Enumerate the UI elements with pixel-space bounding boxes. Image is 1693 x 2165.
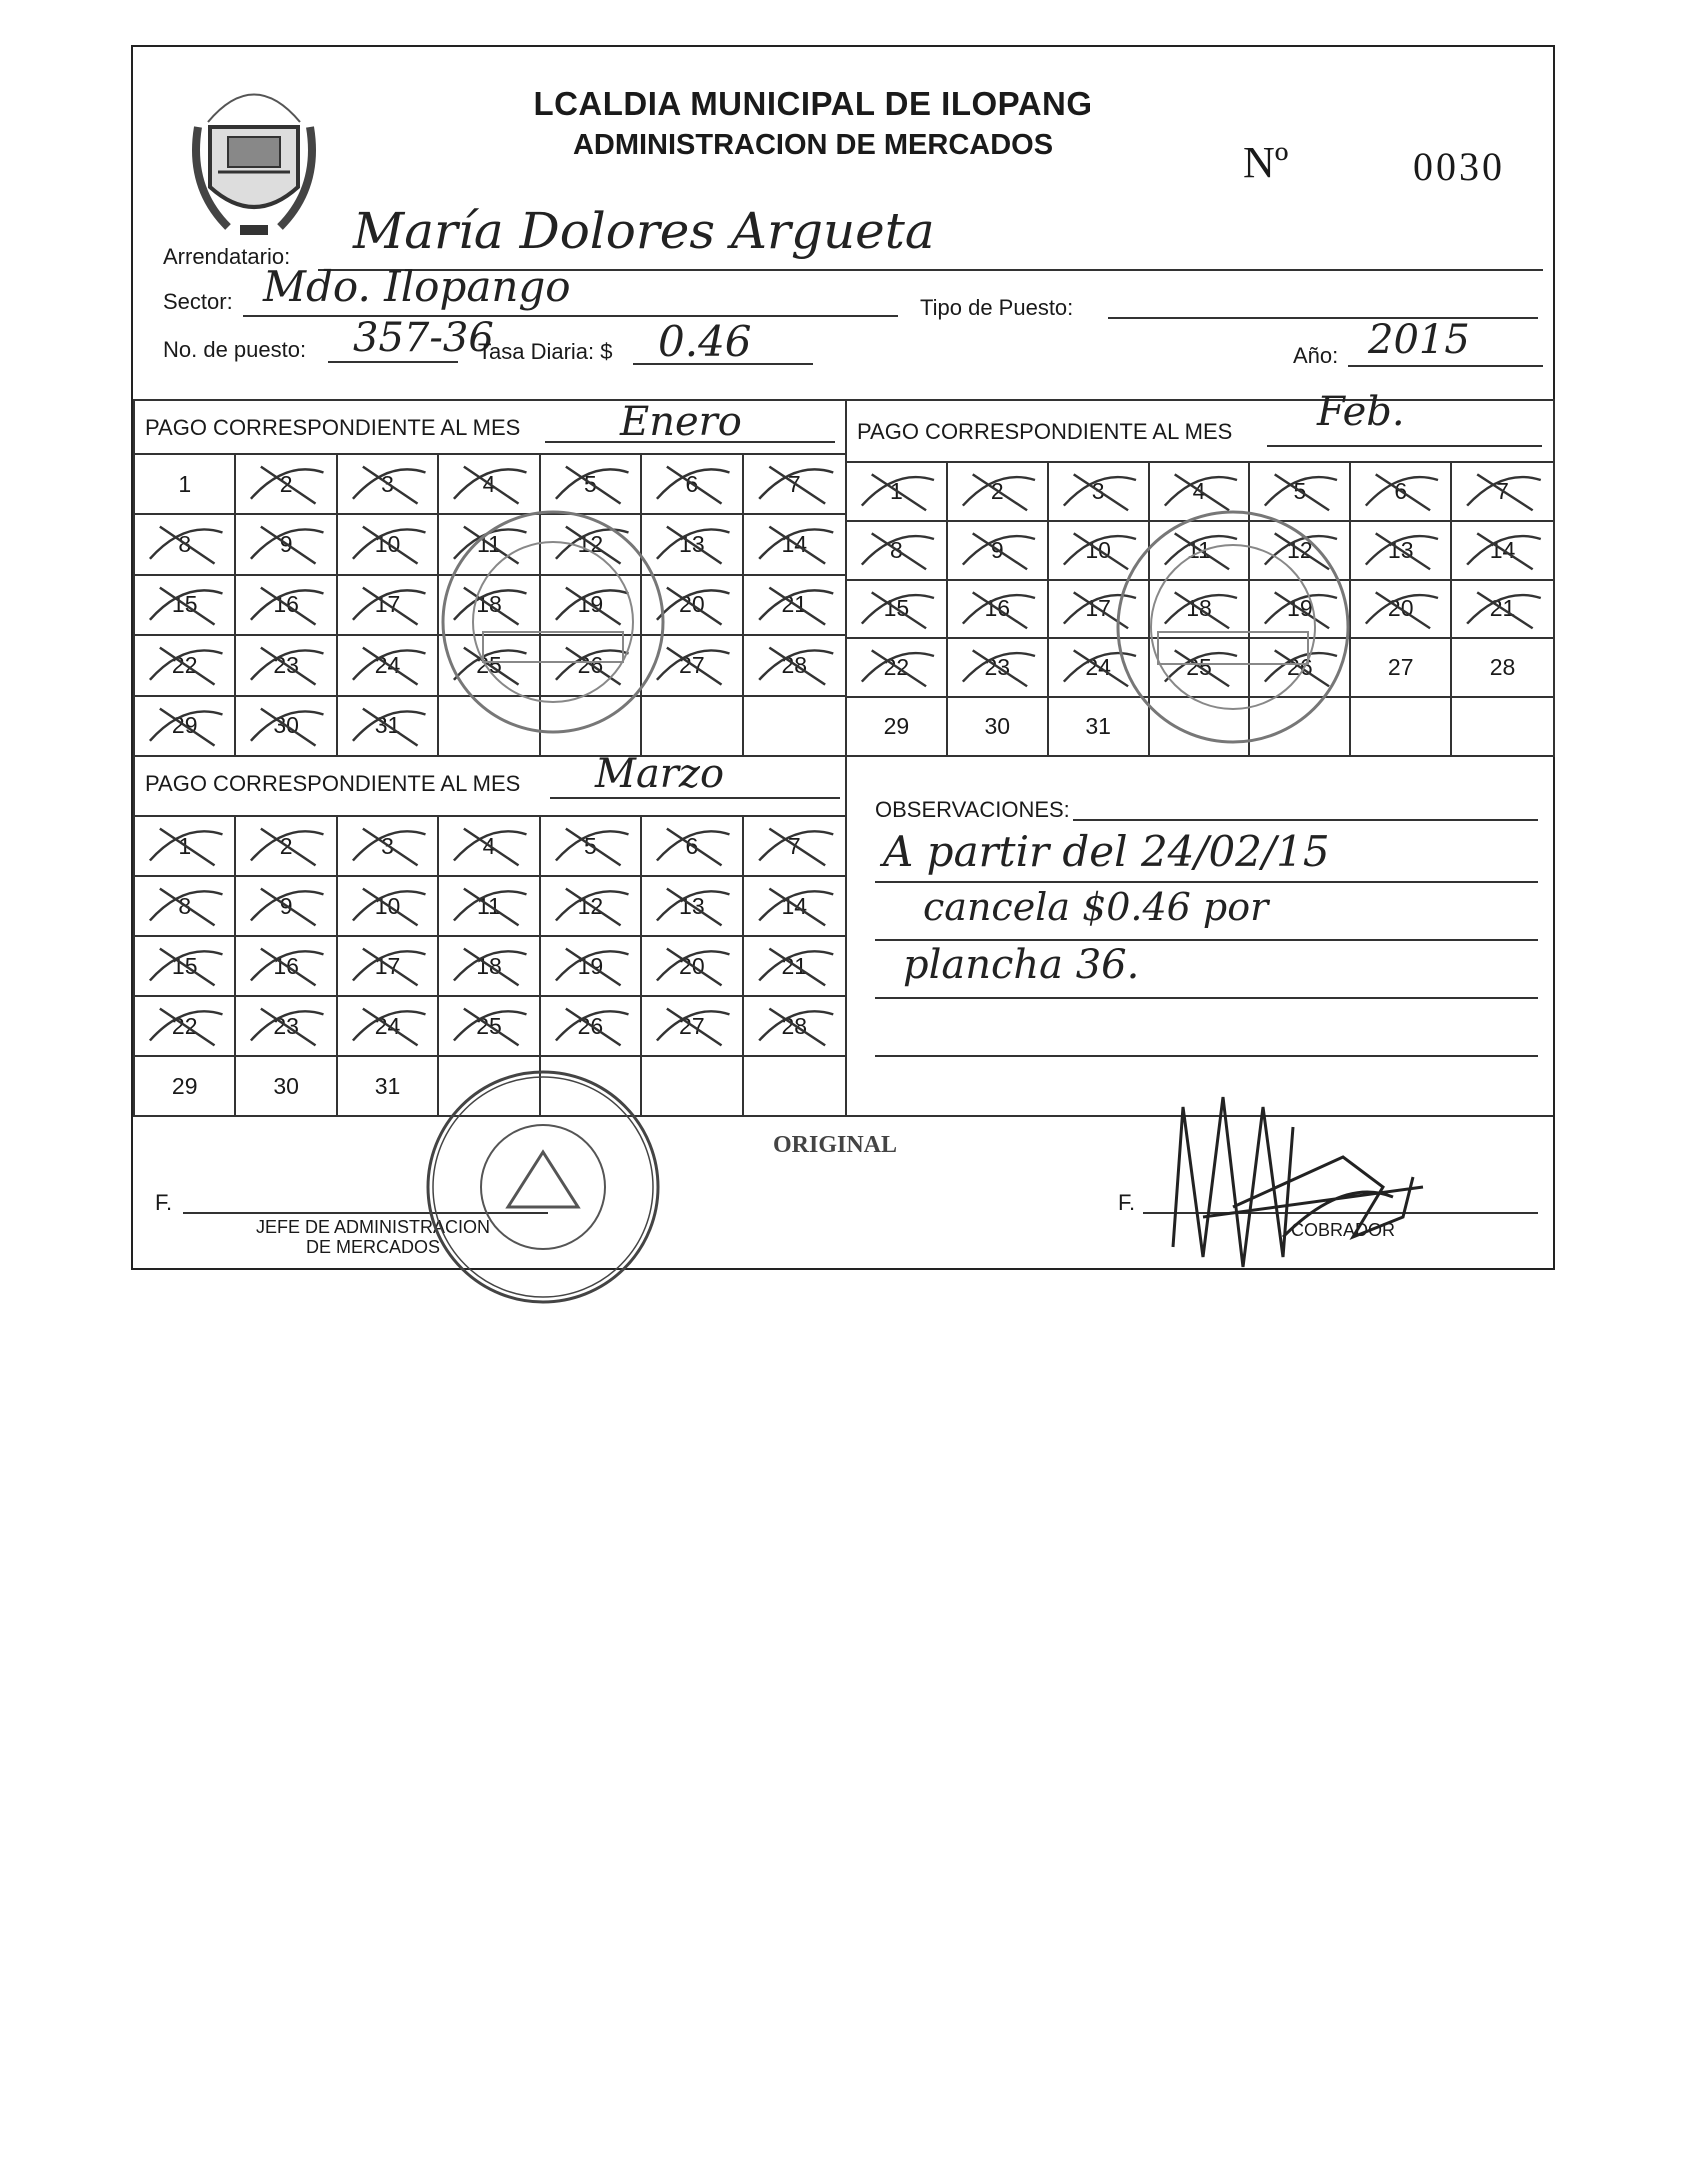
payment-check-mark-icon [948, 581, 1047, 638]
tipo-puesto-field[interactable] [1108, 317, 1538, 319]
payment-check-mark-icon [744, 636, 845, 694]
day-number: 21 [781, 591, 808, 618]
payment-check-mark-icon [744, 937, 845, 995]
empty-day-cell [1351, 698, 1452, 757]
day-number: 2 [990, 477, 1004, 504]
day-number: 14 [781, 531, 808, 558]
day-number: 11 [477, 892, 501, 919]
day-number: 13 [679, 531, 705, 558]
day-cell [135, 576, 236, 636]
days-grid [135, 815, 845, 1117]
cobrador-title: COBRADOR [1290, 1220, 1395, 1240]
sector-field[interactable]: Mdo. Ilopango [263, 262, 571, 311]
payment-check-mark-icon [744, 515, 845, 573]
day-number: 5 [584, 832, 597, 859]
payment-check-mark-icon [744, 455, 845, 513]
payment-check-mark-icon [338, 997, 437, 1055]
day-cell [439, 937, 540, 997]
payment-check-mark-icon [642, 937, 741, 995]
tasa-label: Tasa Diaria: $ [478, 339, 613, 364]
day-cell [1452, 522, 1553, 581]
sector-line [243, 315, 898, 317]
day-cell [236, 817, 337, 877]
day-number: 24 [374, 1012, 401, 1039]
day-number: 10 [374, 892, 401, 919]
day-cell [847, 639, 948, 698]
month-value[interactable]: Enero [620, 399, 742, 445]
payment-check-mark-icon [1351, 522, 1450, 579]
payment-check-mark-icon [236, 576, 335, 634]
anio-label: Año: [1293, 343, 1339, 368]
payment-check-mark-icon [541, 455, 640, 513]
administrator-seal-icon [423, 1067, 663, 1307]
day-number: 24 [1085, 654, 1111, 681]
day-number: 28 [781, 1012, 808, 1039]
payment-check-mark-icon [541, 997, 640, 1055]
payment-check-mark-icon [135, 877, 234, 935]
obs-line-0 [1073, 819, 1538, 821]
day-number: 29 [171, 712, 198, 739]
day-number: 20 [679, 952, 705, 979]
day-cell [642, 937, 743, 997]
payment-check-mark-icon [439, 997, 538, 1055]
jefe-title-line1: JEFE DE ADMINISTRACION [255, 1217, 491, 1237]
payment-check-mark-icon [236, 455, 335, 513]
day-number: 30 [273, 712, 299, 739]
day-cell [847, 581, 948, 640]
month-header-label: PAGO CORRESPONDIENTE AL MES [145, 771, 521, 796]
day-cell [236, 455, 337, 515]
anio-field[interactable]: 2015 [1368, 317, 1470, 363]
day-number: 1 [890, 477, 903, 504]
day-cell [135, 877, 236, 937]
payment-check-mark-icon [236, 817, 335, 875]
day-number: 20 [679, 591, 705, 618]
payment-check-mark-icon [1351, 463, 1450, 520]
day-number: 23 [273, 651, 299, 678]
day-cell [135, 1057, 236, 1117]
day-number: 5 [584, 470, 597, 497]
day-number: 11 [1187, 536, 1211, 563]
payment-check-mark-icon [541, 937, 640, 995]
day-number: 20 [1387, 595, 1414, 622]
day-number: 16 [984, 595, 1011, 622]
payment-check-mark-icon [236, 877, 335, 935]
day-cell [135, 636, 236, 696]
day-cell [135, 937, 236, 997]
day-cell [1452, 639, 1553, 698]
day-number: 12 [577, 892, 604, 919]
day-cell [847, 698, 948, 757]
day-cell [338, 877, 439, 937]
day-number: 8 [178, 892, 192, 919]
day-number: 8 [178, 531, 192, 558]
day-number: 13 [1387, 536, 1414, 563]
tasa-field[interactable]: 0.46 [658, 317, 752, 366]
day-number: 24 [374, 651, 401, 678]
month-value-line [1267, 445, 1542, 447]
payment-check-mark-icon [541, 817, 640, 875]
day-cell [1049, 463, 1150, 522]
day-number: 15 [171, 591, 198, 618]
observaciones-text-3[interactable]: plancha 36. [903, 942, 1140, 988]
day-number: 25 [476, 1012, 502, 1039]
document-number: 0030 [1413, 144, 1505, 189]
day-cell [236, 636, 337, 696]
jefe-title-line2: DE MERCADOS [305, 1237, 440, 1257]
payment-check-mark-icon [642, 877, 741, 935]
no-puesto-field[interactable]: 357-36 [353, 315, 494, 361]
day-cell [439, 997, 540, 1057]
day-number: 22 [171, 1012, 198, 1039]
arrendatario-field[interactable]: María Dolores Argueta [353, 202, 935, 260]
payment-check-mark-icon [642, 817, 741, 875]
day-cell [744, 515, 845, 575]
sector-label: Sector: [163, 289, 233, 314]
day-cell [642, 817, 743, 877]
day-cell [439, 455, 540, 515]
day-number: 31 [374, 712, 401, 739]
payment-check-mark-icon [338, 576, 437, 634]
day-number: 25 [1186, 654, 1212, 681]
cancelado-stamp-feb-icon [1113, 507, 1353, 747]
payment-check-mark-icon [439, 817, 538, 875]
day-number: 23 [273, 1012, 299, 1039]
payment-check-mark-icon [236, 697, 335, 755]
day-cell [541, 877, 642, 937]
payment-check-mark-icon [744, 576, 845, 634]
market-payment-card [131, 45, 1555, 1270]
day-number: 29 [171, 1072, 198, 1099]
day-number: 9 [990, 536, 1004, 563]
observaciones-label: OBSERVACIONES: [875, 797, 1070, 822]
day-cell [338, 937, 439, 997]
payment-check-mark-icon [439, 455, 538, 513]
month-header-label: PAGO CORRESPONDIENTE AL MES [857, 419, 1233, 444]
day-cell [948, 522, 1049, 581]
day-cell [948, 581, 1049, 640]
payment-check-mark-icon [847, 581, 946, 638]
day-cell [744, 997, 845, 1057]
day-number: 13 [679, 892, 705, 919]
payment-check-mark-icon [642, 997, 741, 1055]
day-number: 3 [1091, 477, 1105, 504]
day-number: 18 [476, 952, 502, 979]
day-number: 11 [477, 531, 501, 558]
payment-check-mark-icon [948, 639, 1047, 696]
payment-check-mark-icon [948, 463, 1047, 520]
day-number: 21 [781, 952, 808, 979]
payment-check-mark-icon [1452, 522, 1553, 579]
day-cell [642, 455, 743, 515]
month-value[interactable]: Feb. [1317, 389, 1405, 435]
day-number: 4 [482, 470, 496, 497]
payment-check-mark-icon [135, 817, 234, 875]
payment-check-mark-icon [338, 455, 437, 513]
day-cell [135, 817, 236, 877]
payment-check-mark-icon [847, 522, 946, 579]
day-number: 16 [273, 952, 299, 979]
day-number: 3 [381, 470, 394, 497]
payment-check-mark-icon [847, 463, 946, 520]
day-cell [948, 639, 1049, 698]
payment-check-mark-icon [1049, 463, 1148, 520]
month-block-marzo [133, 751, 847, 1117]
day-cell [1351, 581, 1452, 640]
day-cell [338, 997, 439, 1057]
day-cell [338, 455, 439, 515]
day-cell [847, 463, 948, 522]
day-number: 3 [381, 832, 394, 859]
day-number: 6 [1394, 477, 1408, 504]
day-number: 22 [171, 651, 198, 678]
day-number: 4 [482, 832, 496, 859]
day-cell [338, 636, 439, 696]
month-value-line [550, 797, 840, 799]
day-number: 10 [1085, 536, 1111, 563]
day-cell [135, 997, 236, 1057]
day-number: 26 [1287, 654, 1313, 681]
payment-check-mark-icon [338, 697, 437, 755]
day-number: 31 [1085, 713, 1111, 740]
payment-check-mark-icon [1452, 463, 1553, 520]
day-cell [1351, 463, 1452, 522]
day-number: 6 [685, 470, 699, 497]
empty-day-cell [1452, 698, 1553, 757]
day-number: 7 [1496, 477, 1509, 504]
day-number: 19 [577, 591, 604, 618]
day-cell [338, 576, 439, 636]
day-number: 23 [984, 654, 1011, 681]
day-number: 17 [374, 591, 401, 618]
day-number: 30 [273, 1072, 299, 1099]
day-number: 7 [787, 470, 801, 497]
payment-check-mark-icon [135, 997, 234, 1055]
day-number: 9 [279, 531, 293, 558]
payment-check-mark-icon [642, 515, 741, 573]
payment-check-mark-icon [847, 639, 946, 696]
day-number: 25 [476, 651, 502, 678]
day-cell [236, 937, 337, 997]
day-number: 17 [1085, 595, 1111, 622]
day-cell [1452, 463, 1553, 522]
day-cell [744, 576, 845, 636]
payment-check-mark-icon [744, 817, 845, 875]
day-number: 27 [679, 651, 705, 678]
day-number: 6 [685, 832, 699, 859]
day-number: 15 [171, 952, 198, 979]
day-cell [439, 817, 540, 877]
cobrador-signature-icon [1143, 1067, 1483, 1287]
day-cell [541, 997, 642, 1057]
day-cell [541, 817, 642, 877]
payment-check-mark-icon [642, 455, 741, 513]
day-number: 22 [883, 654, 910, 681]
payment-check-mark-icon [338, 636, 437, 694]
day-cell [847, 522, 948, 581]
payment-check-mark-icon [1452, 581, 1553, 638]
day-cell [236, 697, 337, 757]
payment-check-mark-icon [338, 937, 437, 995]
observaciones-text-1[interactable]: A partir del 24/02/15 [883, 827, 1330, 876]
day-number: 4 [1192, 477, 1206, 504]
day-number: 2 [279, 832, 293, 859]
day-number: 28 [781, 651, 808, 678]
payment-check-mark-icon [744, 877, 845, 935]
day-number: 7 [787, 832, 801, 859]
month-value[interactable]: Marzo [595, 751, 725, 797]
obs-line-1 [875, 881, 1538, 883]
day-cell [338, 697, 439, 757]
no-puesto-label: No. de puesto: [163, 337, 307, 362]
payment-check-mark-icon [439, 877, 538, 935]
day-cell [439, 877, 540, 937]
obs-line-3 [875, 997, 1538, 999]
cancelado-stamp-icon [438, 507, 668, 737]
payment-check-mark-icon [236, 997, 335, 1055]
day-number: 16 [273, 591, 299, 618]
arrendatario-label: Arrendatario: [163, 244, 291, 269]
day-cell [642, 997, 743, 1057]
day-number: 5 [1293, 477, 1307, 504]
observaciones-text-2[interactable]: cancela $0.46 por [923, 885, 1269, 929]
day-number: 30 [984, 713, 1011, 740]
day-cell [236, 1057, 337, 1117]
day-number: 19 [577, 952, 604, 979]
payment-check-mark-icon [236, 636, 335, 694]
payment-check-mark-icon [948, 522, 1047, 579]
office-subtitle: ADMINISTRACION DE MERCADOS [572, 129, 1054, 161]
tipo-puesto-label: Tipo de Puesto: [920, 295, 1074, 320]
empty-day-cell [744, 1057, 845, 1117]
day-cell [642, 515, 743, 575]
payment-check-mark-icon [439, 937, 538, 995]
day-number: 18 [1186, 595, 1212, 622]
day-number: 14 [1489, 536, 1516, 563]
day-number: 27 [679, 1012, 705, 1039]
day-cell [236, 576, 337, 636]
day-cell [135, 697, 236, 757]
day-number: 17 [374, 952, 401, 979]
number-label: Nº [1243, 138, 1289, 187]
payment-check-mark-icon [744, 997, 845, 1055]
payment-check-mark-icon [1351, 581, 1450, 638]
day-cell [135, 515, 236, 575]
payment-check-mark-icon [541, 877, 640, 935]
original-mark: ORIGINAL [773, 1132, 898, 1158]
day-number: 12 [1287, 536, 1313, 563]
payment-check-mark-icon [338, 515, 437, 573]
day-cell [1452, 581, 1553, 640]
day-number: 1 [178, 470, 192, 497]
day-cell [236, 877, 337, 937]
day-cell [1351, 639, 1452, 698]
payment-check-mark-icon [135, 937, 234, 995]
empty-day-cell [744, 697, 845, 757]
day-number: 19 [1287, 595, 1313, 622]
month-header-label: PAGO CORRESPONDIENTE AL MES [145, 415, 521, 440]
payment-check-mark-icon [135, 515, 234, 573]
day-cell [948, 463, 1049, 522]
day-cell [642, 877, 743, 937]
day-cell [1351, 522, 1452, 581]
day-number: 1 [178, 832, 192, 859]
payment-check-mark-icon [135, 697, 234, 755]
day-cell [338, 515, 439, 575]
payment-check-mark-icon [135, 636, 234, 694]
day-number: 31 [374, 1072, 401, 1099]
office-title: LCALDIA MUNICIPAL DE ILOPANG [533, 85, 1093, 122]
day-cell [338, 1057, 439, 1117]
day-number: 8 [890, 536, 903, 563]
payment-check-mark-icon [338, 817, 437, 875]
no-puesto-line [328, 361, 458, 363]
day-cell [744, 455, 845, 515]
day-number: 15 [883, 595, 910, 622]
empty-day-cell [642, 1057, 743, 1117]
day-number: 14 [781, 892, 808, 919]
obs-line-4 [875, 1055, 1538, 1057]
day-number: 26 [577, 651, 604, 678]
payment-check-mark-icon [236, 937, 335, 995]
day-number: 2 [279, 470, 293, 497]
municipal-crest-icon [188, 67, 320, 242]
day-number: 10 [374, 531, 401, 558]
day-cell [1049, 698, 1150, 757]
payment-check-mark-icon [236, 515, 335, 573]
day-number: 18 [476, 591, 502, 618]
signature-f-label-left: F. [155, 1190, 173, 1215]
day-cell [948, 698, 1049, 757]
day-number: 9 [279, 892, 293, 919]
day-number: 26 [577, 1012, 604, 1039]
payment-check-mark-icon [135, 576, 234, 634]
day-cell [744, 636, 845, 696]
day-cell [338, 817, 439, 877]
day-cell [744, 937, 845, 997]
day-cell [541, 937, 642, 997]
day-cell [744, 817, 845, 877]
obs-line-2 [875, 939, 1538, 941]
day-cell [236, 997, 337, 1057]
payment-check-mark-icon [338, 877, 437, 935]
day-cell [135, 455, 236, 515]
day-cell [236, 515, 337, 575]
day-number: 21 [1489, 595, 1516, 622]
empty-day-cell [642, 697, 743, 757]
day-cell [744, 877, 845, 937]
anio-line [1348, 365, 1543, 367]
signature-f-label-right: F. [1118, 1190, 1136, 1215]
day-number: 27 [1387, 654, 1414, 681]
day-number: 28 [1489, 654, 1516, 681]
day-number: 29 [883, 713, 910, 740]
day-number: 12 [577, 531, 604, 558]
